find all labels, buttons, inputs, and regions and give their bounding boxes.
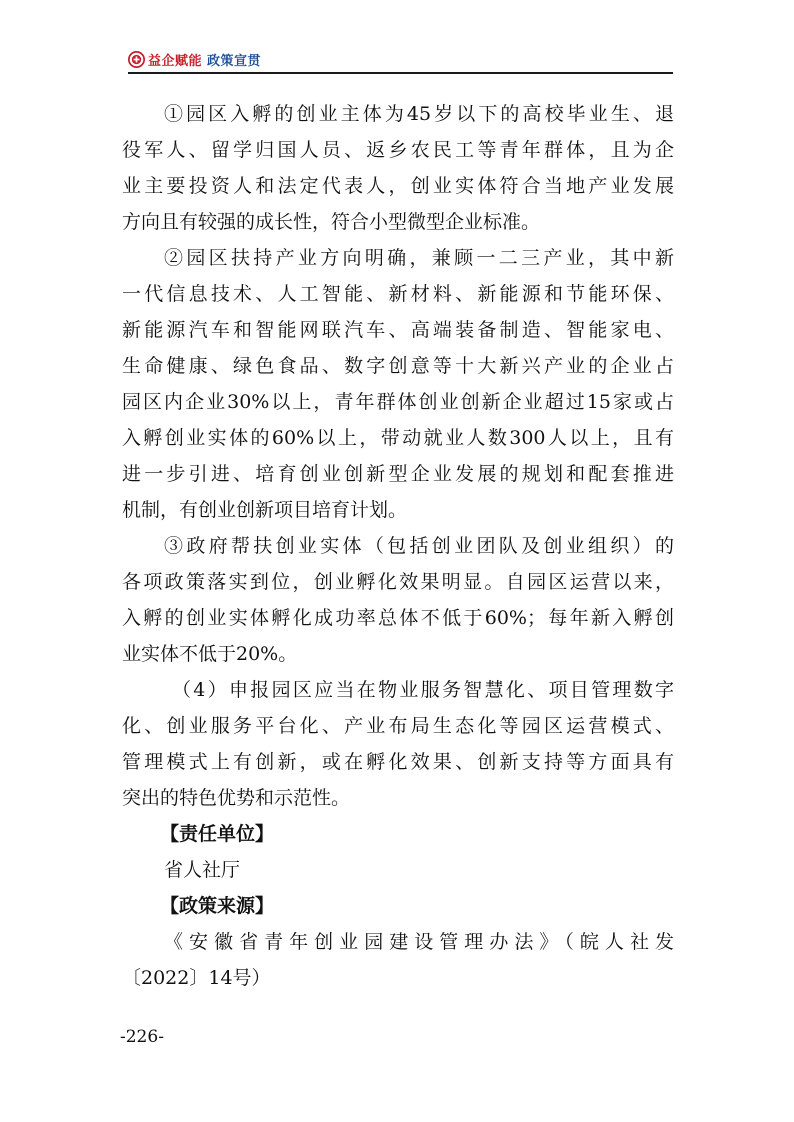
text-line: 园区内企业30%以上，青年群体创业创新企业超过15家或占 [122, 391, 674, 413]
text-line: 入孵的创业实体孵化成功率总体不低于60%；每年新入孵创 [122, 607, 674, 629]
text-line: ③政府帮扶创业实体（包括创业团队及创业组织）的 [164, 535, 674, 557]
document-body [122, 96, 674, 996]
policy-source-title: 《安徽省青年创业园建设管理办法》（皖人社发 [164, 931, 674, 953]
text-line: 机制，有创业创新项目培育计划。 [122, 499, 408, 521]
brand-slogan: 政策宣贯 [207, 54, 262, 69]
header-rule [128, 72, 673, 74]
circular-emblem-icon [128, 51, 145, 68]
text-line: 业实体不低于20%。 [122, 643, 298, 665]
text-line: 新能源汽车和智能网联汽车、高端装备制造、智能家电、 [122, 319, 674, 341]
text-line: ①园区入孵的创业主体为45岁以下的高校毕业生、退 [164, 103, 674, 125]
text-line: ②园区扶持产业方向明确，兼顾一二三产业，其中新 [164, 247, 674, 269]
text-line: 入孵创业实体的60%以上，带动就业人数300人以上，且有 [122, 427, 674, 449]
section-heading-policy-source: 【政策来源】 [160, 895, 275, 917]
text-line: 一代信息技术、人工智能、新材料、新能源和节能环保、 [122, 283, 674, 305]
text-line: 各项政策落实到位，创业孵化效果明显。自园区运营以来， [122, 571, 674, 593]
page-header [128, 50, 673, 76]
policy-source-number: 〔2022〕14号） [122, 967, 271, 989]
text-line: 管理模式上有创新，或在孵化效果、创新支持等方面具有 [122, 751, 674, 773]
page-number: -226- [120, 1027, 164, 1047]
section-heading-responsible-unit: 【责任单位】 [160, 823, 275, 845]
responsible-unit: 省人社厅 [164, 859, 241, 881]
text-line: （4）申报园区应当在物业服务智慧化、项目管理数字 [172, 679, 674, 701]
text-line: 进一步引进、培育创业创新型企业发展的规划和配套推进 [122, 463, 674, 485]
text-line: 业主要投资人和法定代表人，创业实体符合当地产业发展 [122, 175, 674, 197]
text-line: 突出的特色优势和示范性。 [122, 787, 351, 809]
header-logo [128, 50, 261, 69]
brand-name: 益企赋能 [148, 54, 203, 69]
text-line: 生命健康、绿色食品、数字创意等十大新兴产业的企业占 [122, 355, 674, 377]
text-line: 方向且有较强的成长性，符合小型微型企业标准。 [122, 211, 541, 233]
text-line: 役军人、留学归国人员、返乡农民工等青年群体，且为企 [122, 139, 674, 161]
text-line: 化、创业服务平台化、产业布局生态化等园区运营模式、 [122, 715, 674, 737]
